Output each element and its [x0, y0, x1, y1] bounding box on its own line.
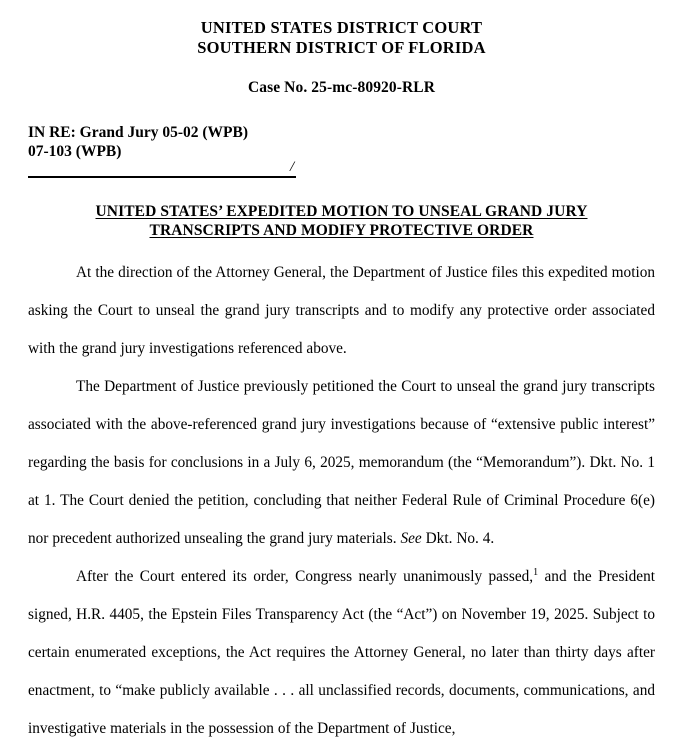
motion-title-line-1: UNITED STATES’ EXPEDITED MOTION TO UNSEAL GRAND JURY — [95, 203, 588, 220]
court-district-line: SOUTHERN DISTRICT OF FLORIDA — [197, 38, 486, 57]
caption-slash: / — [290, 159, 295, 175]
paragraph-3-text-b: and the President signed, H.R. 4405, the Epstein Files Transparency Act (the “Act”) on November 19, 2025. Subject to certain enumerated exceptions, the Act requires the Attorney General, no later than thirty days after enactment, to “make publicly available . . . all unclassified records, documents, communications, and investigative materials in the possession of the Department of Justice, — [28, 568, 655, 737]
paragraph-3-text-a: After the Court entered its order, Congress nearly unanimously passed, — [76, 568, 534, 585]
footnote-marker-1[interactable]: 1 — [533, 566, 539, 578]
document-body — [28, 254, 655, 748]
paragraph-2-text-b: Dkt. No. 4. — [421, 530, 495, 547]
paragraph-2 — [28, 368, 655, 558]
caption-party-block — [28, 123, 655, 161]
paragraph-1 — [28, 254, 655, 368]
caption-line-2: 07-103 (WPB) — [28, 143, 122, 160]
paragraph-3 — [28, 558, 655, 748]
motion-title-line-2: TRANSCRIPTS AND MODIFY PROTECTIVE ORDER — [149, 222, 534, 239]
paragraph-2-citation-signal: See — [400, 530, 422, 547]
caption-line-1: IN RE: Grand Jury 05-02 (WPB) — [28, 124, 249, 141]
paragraph-2-text-a: The Department of Justice previously petitioned the Court to unseal the grand jury transcripts associated with the above-referenced grand jury investigations because of “extensive public interest” regarding the basis for conclusions in a July 6, 2025, memorandum (the “Memorandum”). Dkt. No. 1 at 1. The Court denied the petition, concluding that neither Federal Rule of Criminal Procedure 6(e) nor precedent authorized unsealing the grand jury materials. — [28, 378, 655, 547]
caption-divider-wrap — [28, 159, 655, 180]
paragraph-1-text: At the direction of the Attorney General, the Department of Justice files this expedited motion asking the Court to unseal the grand jury transcripts and to modify any protective order associated with the grand jury investigations referenced above. — [28, 264, 655, 357]
case-number: Case No. 25-mc-80920-RLR — [247, 79, 436, 96]
court-heading — [28, 0, 655, 58]
court-name-line: UNITED STATES DISTRICT COURT — [200, 18, 483, 37]
caption-divider-rule — [28, 176, 296, 178]
motion-title — [28, 202, 655, 240]
